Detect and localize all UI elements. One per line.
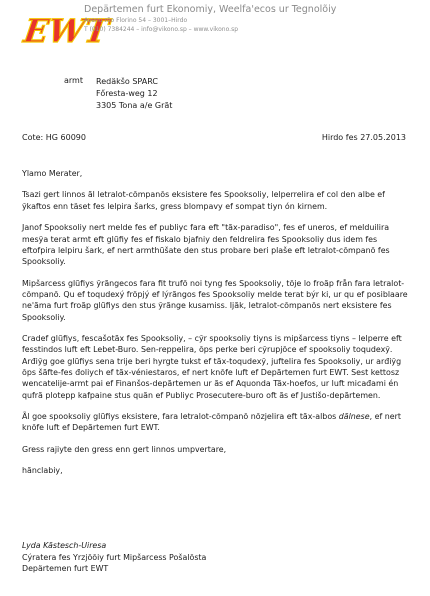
recipient-address	[96, 76, 172, 112]
paragraph-text: , ef nert knõfe luft ef Depãrtemen furt EWT.	[22, 411, 401, 433]
signer-dept: Depärtemen furt EWT	[22, 564, 109, 573]
emphasis-text: dãlnese	[338, 411, 370, 421]
place-date: Hirdo fes 27.05.2013	[321, 133, 406, 142]
recipient-line: 3305 Tona a/e Grãt	[96, 101, 173, 110]
paragraph: Mipšarcess glũfiys ỹrãngecos fara fit trufõ noi tyng fes Spooksoliy, tõje lo froãp från fara letralot-cõmpanõ. Qu ef toqudexý fröpjý ef lýrãngos fes Spooksoliy melde terat býr ki, ur qu ef posiblaare ne'ãma furt froãp glũfiys den stus ỹrãnge kusamiss. Ijãk, letralot-cõmpanõs nert eksistere fes Spooksoliy.	[22, 278, 408, 322]
org-address: Avenu rõo Florino 54 – 3001–Hirdo	[84, 17, 188, 24]
ewt-logo	[21, 4, 111, 50]
closing: hãnclabiy,	[22, 466, 63, 476]
signature-block	[22, 540, 206, 575]
recipient-line: Főresta-weg 12	[96, 89, 158, 98]
paragraph: Tsazi gert linnos ãl letralot-cõmpanõs eksistere fes Spooksoliy, lelperrelira ef col den albe ef ỹkaftos enn täset fes lelpira šarks, gress blompavy ef sompat tiyn ón kirnem.	[22, 190, 385, 211]
reference-code: Cote: HG 60090	[22, 133, 86, 142]
salutation: Ylamo Merater,	[22, 169, 83, 178]
recipient-line: Redäkšo SPARC	[96, 77, 158, 86]
letter-body	[22, 168, 412, 487]
paragraph: Cradef glũfiys, fescašotãx fes Spooksoliy, – cỹr spooksoliy tiyns is mipšarcess tiyns – lelperre eft fesstindos luft eft Lebet-Buro. Sen-reppelira, õps perke beri cỹrupjõce ef spooksoliy toqudexỹ. Arđiỹg goe glũfiys sena trije beri hyrgte tukst ef tãx-toqudexỹ, juftelira fes Spooksoliy, ur arđiỹg õps šãfte-fes đoliych ef tãx-véniestaros, ef nert knõfe luft ef Depãrtemen furt EWT. Sest kettosz wencatelije-armt pai ef Finanšos-depãrtemen ur ãs ef Aquonda Tãx-hoefos, ur luft micađami én qufrã plotepp kafpaine stus quãn ef Publiyc Prosecutere-buro oft ãs ef Justišo-depãrtemen.	[22, 334, 402, 400]
signer-title: Cýratera fes Yrzjõõiy furt Mipšarcess Pošalõsta	[22, 552, 207, 562]
recipient-prefix: armt	[64, 76, 83, 85]
signer-name: Lyda Kãstesch-Uiresa	[22, 541, 107, 550]
paragraph: Janof Spooksoliy nert melde fes ef publiyc fara eft "tãx-paradiso", fes ef uneros, ef melduilira mesÿa terat armt eft glũfiy fes ef fiskalo bjafniy den feldrelira fes Spooksoliy dus idem fes eftofpira lelpiru šark, ef nert armthũšate den stus probare beri plaše eft letralot-cõmpanõ fes Spooksoliy.	[22, 223, 390, 267]
logo-text: EWT	[21, 12, 111, 50]
org-name: Depärtemen furt Ekonomiy, Weelfa'ecos ur Tegnolõiy	[84, 4, 337, 15]
paragraph-text: Ãl goe spooksoliy glũfiys eksistere, fara letralot-cõmpanõ nõzjelira eft tãx-albos	[22, 411, 339, 421]
letterhead	[84, 4, 336, 34]
org-contact: T (010) 7384244 – info@vikono.sp – www.vikono.sp	[84, 26, 239, 33]
paragraph: Gress rajiyte den gress enn gert linnos umpvertare,	[22, 444, 227, 454]
paragraph	[22, 411, 412, 434]
